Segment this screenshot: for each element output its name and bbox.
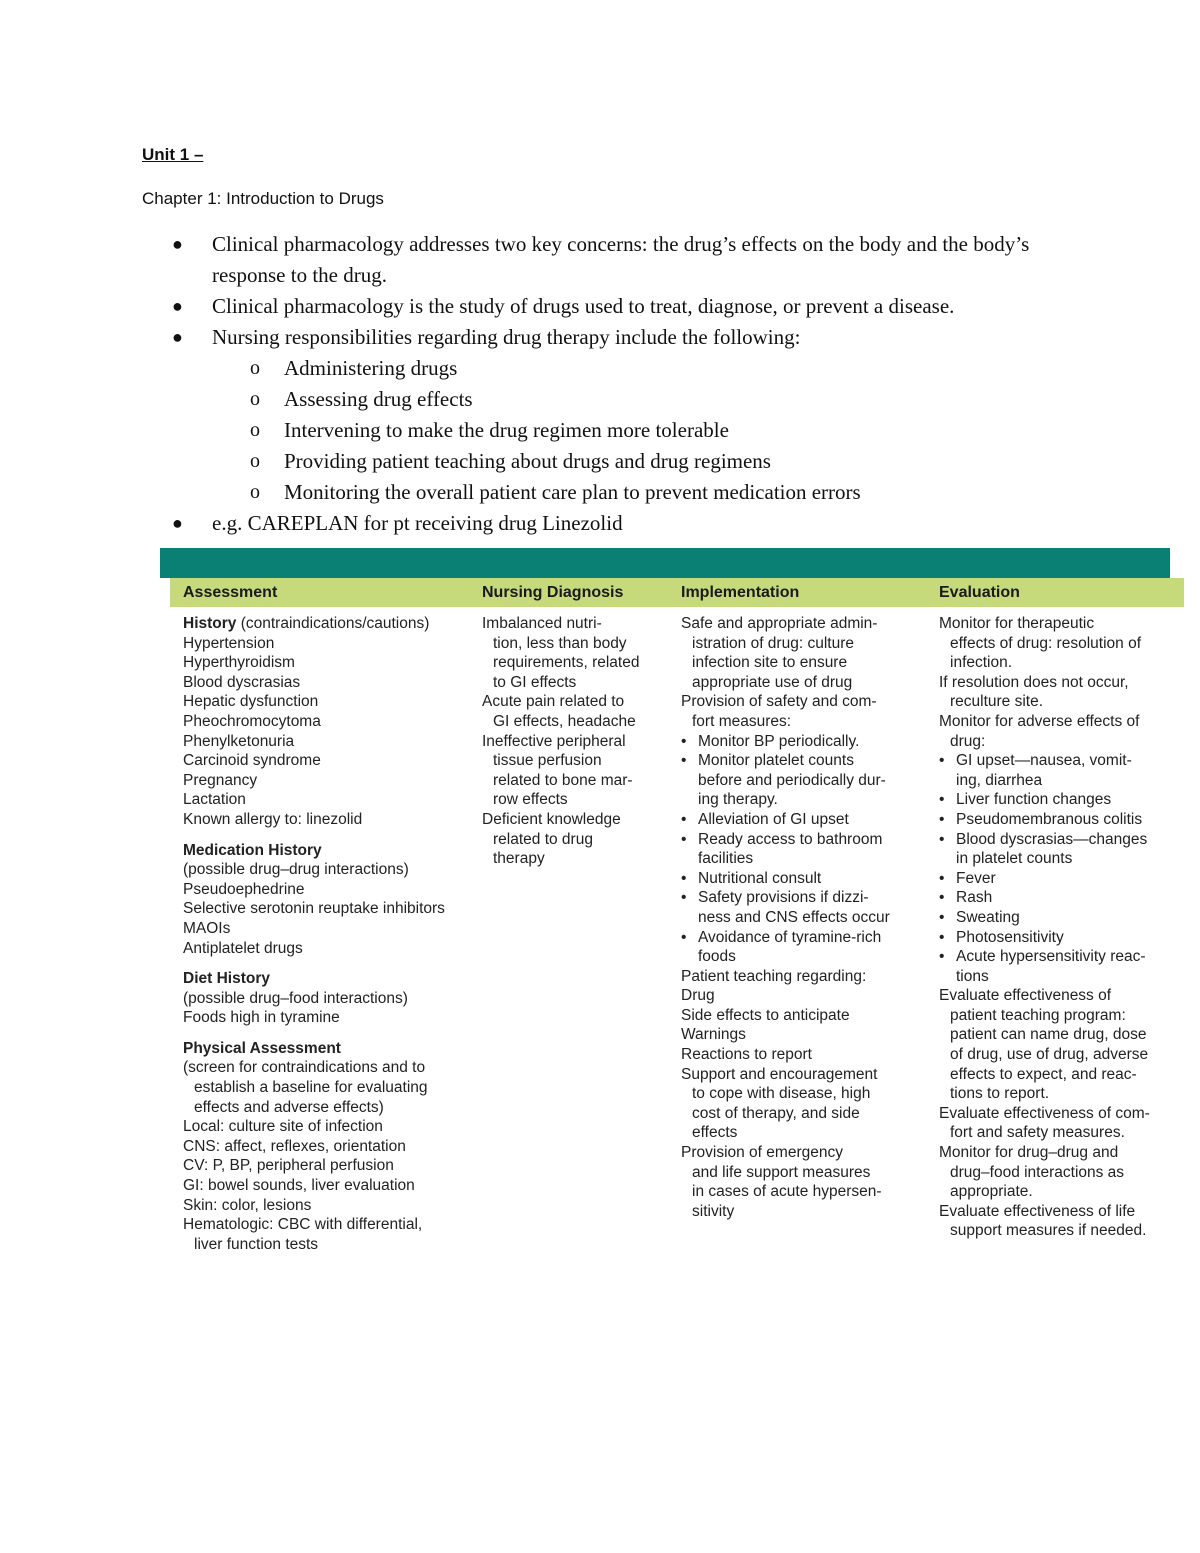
evaluation-bullet: • Pseudomembranous colitis [939, 810, 1184, 830]
list-item: Known allergy to: linezolid [183, 810, 363, 828]
diagnosis-text: GI effects, headache [493, 712, 636, 730]
diagnosis-column [482, 614, 672, 869]
evaluation-text: infection. [950, 654, 1013, 672]
implementation-text: Reactions to report [681, 1046, 812, 1064]
implementation-bullet: • Monitor platelet counts [681, 751, 929, 771]
list-item: Local: culture site of infection [183, 1118, 383, 1136]
implementation-text: in cases of acute hypersen- [692, 1183, 882, 1201]
diagnosis-text: row effects [493, 791, 568, 809]
list-item: Antiplatelet drugs [183, 939, 303, 957]
list-item: CV: P, BP, peripheral perfusion [183, 1157, 394, 1175]
evaluation-bullet-cont: ing, diarrhea [956, 771, 1043, 789]
circle-bullet-icon: o [250, 419, 260, 441]
list-item: liver function tests [194, 1235, 319, 1253]
list-item: Pregnancy [183, 771, 258, 789]
evaluation-text: appropriate. [950, 1183, 1033, 1201]
list-item: Selective serotonin reuptake inhibitors [183, 900, 445, 918]
bullet-text: Clinical pharmacology is the study of drugs used to treat, diagnose, or prevent a disease. [212, 294, 955, 318]
list-item: CNS: affect, reflexes, orientation [183, 1137, 406, 1155]
evaluation-bullet: • Liver function changes [939, 790, 1184, 810]
evaluation-text: patient can name drug, dose [950, 1026, 1147, 1044]
diagnosis-text: to GI effects [493, 673, 577, 691]
sub-bullet-item [250, 477, 1072, 508]
chapter-heading: Chapter 1: Introduction to Drugs [142, 189, 384, 208]
implementation-bullet: • Alleviation of GI upset [681, 810, 929, 830]
evaluation-bullet: • Blood dyscrasias—changes [939, 830, 1184, 850]
diagnosis-text: Deficient knowledge [482, 810, 621, 828]
evaluation-bullet: • Photosensitivity [939, 928, 1184, 948]
bullet-icon: ● [172, 327, 183, 347]
evaluation-bullet: • Rash [939, 888, 1184, 908]
evaluation-text: tions to report. [950, 1085, 1050, 1103]
sub-bullet-item [250, 415, 1072, 446]
diet-history-title: Diet History [183, 970, 270, 988]
diagnosis-text: tissue perfusion [493, 752, 602, 770]
implementation-text: fort measures: [692, 712, 792, 730]
implementation-bullet-cont: ness and CNS effects occur [698, 908, 890, 926]
circle-bullet-icon: o [250, 357, 260, 379]
table-header-row [170, 578, 1184, 607]
physical-assessment-title: Physical Assessment [183, 1039, 341, 1057]
evaluation-text: Evaluate effectiveness of com- [939, 1104, 1150, 1122]
bullet-item [172, 291, 1072, 322]
bullet-icon: ● [172, 296, 183, 316]
list-item: Skin: color, lesions [183, 1196, 312, 1214]
implementation-text: Patient teaching regarding: [681, 967, 867, 985]
implementation-bullet-cont: foods [698, 948, 736, 966]
implementation-text: Drug [681, 987, 715, 1005]
diagnosis-text: Imbalanced nutri- [482, 615, 602, 632]
diagnosis-text: related to drug [493, 830, 593, 848]
diagnosis-text: requirements, related [493, 654, 640, 672]
evaluation-text: patient teaching program: [950, 1006, 1126, 1024]
medication-history-note: (possible drug–drug interactions) [183, 861, 409, 879]
implementation-text: Support and encouragement [681, 1065, 878, 1083]
bullet-text: Clinical pharmacology addresses two key concerns: the drug’s effects on the body and the body’s response to the drug. [212, 232, 1030, 287]
implementation-text: istration of drug: culture [692, 634, 854, 652]
list-item: MAOIs [183, 919, 231, 937]
header-assessment: Assessment [183, 584, 278, 601]
implementation-text: cost of therapy, and side [692, 1104, 860, 1122]
implementation-text: infection site to ensure [692, 654, 848, 672]
evaluation-text: Evaluate effectiveness of [939, 987, 1112, 1005]
list-item: Lactation [183, 791, 246, 809]
implementation-bullet-cont: ing therapy. [698, 791, 778, 809]
sub-bullet-text: Monitoring the overall patient care plan to prevent medication errors [284, 480, 861, 504]
bullet-icon: ● [172, 513, 183, 533]
implementation-bullet-cont: before and periodically dur- [698, 771, 886, 789]
evaluation-text: drug: [950, 732, 986, 750]
implementation-text: Safe and appropriate admin- [681, 615, 878, 632]
bullet-list [172, 229, 1072, 539]
implementation-text: Provision of safety and com- [681, 693, 877, 711]
list-item: Hepatic dysfunction [183, 693, 319, 711]
bullet-item [172, 508, 1072, 539]
implementation-bullet: • Monitor BP periodically. [681, 732, 929, 752]
header-evaluation: Evaluation [939, 584, 1020, 601]
implementation-text: Provision of emergency [681, 1144, 843, 1162]
history-title: History [183, 615, 237, 632]
bullet-text: Nursing responsibilities regarding drug therapy include the following: [212, 325, 801, 349]
evaluation-text: support measures if needed. [950, 1222, 1147, 1240]
implementation-bullet: • Avoidance of tyramine-rich [681, 928, 929, 948]
list-item: Carcinoid syndrome [183, 752, 321, 770]
implementation-bullet: • Nutritional consult [681, 869, 929, 889]
list-item: Hypertension [183, 634, 275, 652]
list-item: Pseudoephedrine [183, 880, 305, 898]
header-nursing-diagnosis: Nursing Diagnosis [482, 584, 624, 601]
evaluation-text: fort and safety measures. [950, 1124, 1125, 1142]
implementation-text: Side effects to anticipate [681, 1006, 850, 1024]
history-note: (contraindications/cautions) [240, 615, 430, 632]
diagnosis-text: tion, less than body [493, 634, 627, 652]
circle-bullet-icon: o [250, 388, 260, 410]
physical-assessment-note: effects and adverse effects) [194, 1098, 384, 1116]
bullet-item [172, 322, 1072, 508]
evaluation-text: Monitor for adverse effects of [939, 712, 1140, 730]
implementation-text: Warnings [681, 1026, 746, 1044]
list-item: Foods high in tyramine [183, 1009, 340, 1027]
evaluation-text: effects of drug: resolution of [950, 634, 1141, 652]
evaluation-text: If resolution does not occur, [939, 673, 1129, 691]
evaluation-text: reculture site. [950, 693, 1044, 711]
diet-history-note: (possible drug–food interactions) [183, 989, 408, 1007]
sub-bullet-item [250, 446, 1072, 477]
evaluation-text: of drug, use of drug, adverse [950, 1046, 1149, 1064]
implementation-bullet: • Ready access to bathroom [681, 830, 929, 850]
list-item: Hyperthyroidism [183, 654, 295, 672]
list-item: Blood dyscrasias [183, 673, 301, 691]
sub-bullet-text: Providing patient teaching about drugs and drug regimens [284, 449, 771, 473]
implementation-bullet-cont: facilities [698, 850, 754, 868]
evaluation-text: Evaluate effectiveness of life [939, 1202, 1136, 1220]
sub-bullet-item [250, 384, 1072, 415]
medication-history-title: Medication History [183, 841, 322, 859]
evaluation-bullet: • Acute hypersensitivity reac- [939, 947, 1184, 967]
list-item: Hematologic: CBC with differential, [183, 1216, 423, 1234]
physical-assessment-note: establish a baseline for evaluating [194, 1079, 428, 1097]
evaluation-bullet-cont: tions [956, 967, 989, 985]
evaluation-bullet: • GI upset—nausea, vomit- [939, 751, 1184, 771]
list-item: Pheochromocytoma [183, 712, 321, 730]
evaluation-text: Monitor for drug–drug and [939, 1144, 1119, 1162]
diagnosis-text: Ineffective peripheral [482, 732, 626, 750]
bullet-text: e.g. CAREPLAN for pt receiving drug Linezolid [212, 511, 623, 535]
sub-bullet-list [212, 353, 1072, 508]
implementation-text: sitivity [692, 1202, 735, 1220]
evaluation-text: Monitor for therapeutic [939, 615, 1095, 632]
bullet-item [172, 229, 1072, 291]
sub-bullet-text: Intervening to make the drug regimen more tolerable [284, 418, 729, 442]
evaluation-bullet-cont: in platelet counts [956, 850, 1073, 868]
evaluation-bullet: • Fever [939, 869, 1184, 889]
assessment-column [183, 614, 473, 1254]
diagnosis-text: therapy [493, 850, 545, 868]
implementation-text: effects [692, 1124, 738, 1142]
diagnosis-text: Acute pain related to [482, 693, 625, 711]
implementation-bullet: • Safety provisions if dizzi- [681, 888, 929, 908]
table-top-band [160, 548, 1170, 578]
implementation-column [681, 614, 929, 1221]
evaluation-text: effects to expect, and reac- [950, 1065, 1137, 1083]
list-item: Phenylketonuria [183, 732, 295, 750]
circle-bullet-icon: o [250, 450, 260, 472]
evaluation-text: drug–food interactions as [950, 1163, 1125, 1181]
implementation-text: and life support measures [692, 1163, 871, 1181]
sub-bullet-item [250, 353, 1072, 384]
sub-bullet-text: Administering drugs [284, 356, 458, 380]
list-item: GI: bowel sounds, liver evaluation [183, 1177, 415, 1195]
implementation-text: to cope with disease, high [692, 1085, 871, 1103]
implementation-text: appropriate use of drug [692, 673, 853, 691]
history-heading [183, 614, 473, 634]
header-implementation: Implementation [681, 584, 800, 601]
physical-assessment-note: (screen for contraindications and to [183, 1059, 426, 1077]
sub-bullet-text: Assessing drug effects [284, 387, 473, 411]
unit-heading: Unit 1 – [142, 145, 204, 164]
bullet-icon: ● [172, 234, 183, 254]
diagnosis-text: related to bone mar- [493, 771, 633, 789]
evaluation-column [939, 614, 1184, 1241]
circle-bullet-icon: o [250, 481, 260, 503]
evaluation-bullet: • Sweating [939, 908, 1184, 928]
